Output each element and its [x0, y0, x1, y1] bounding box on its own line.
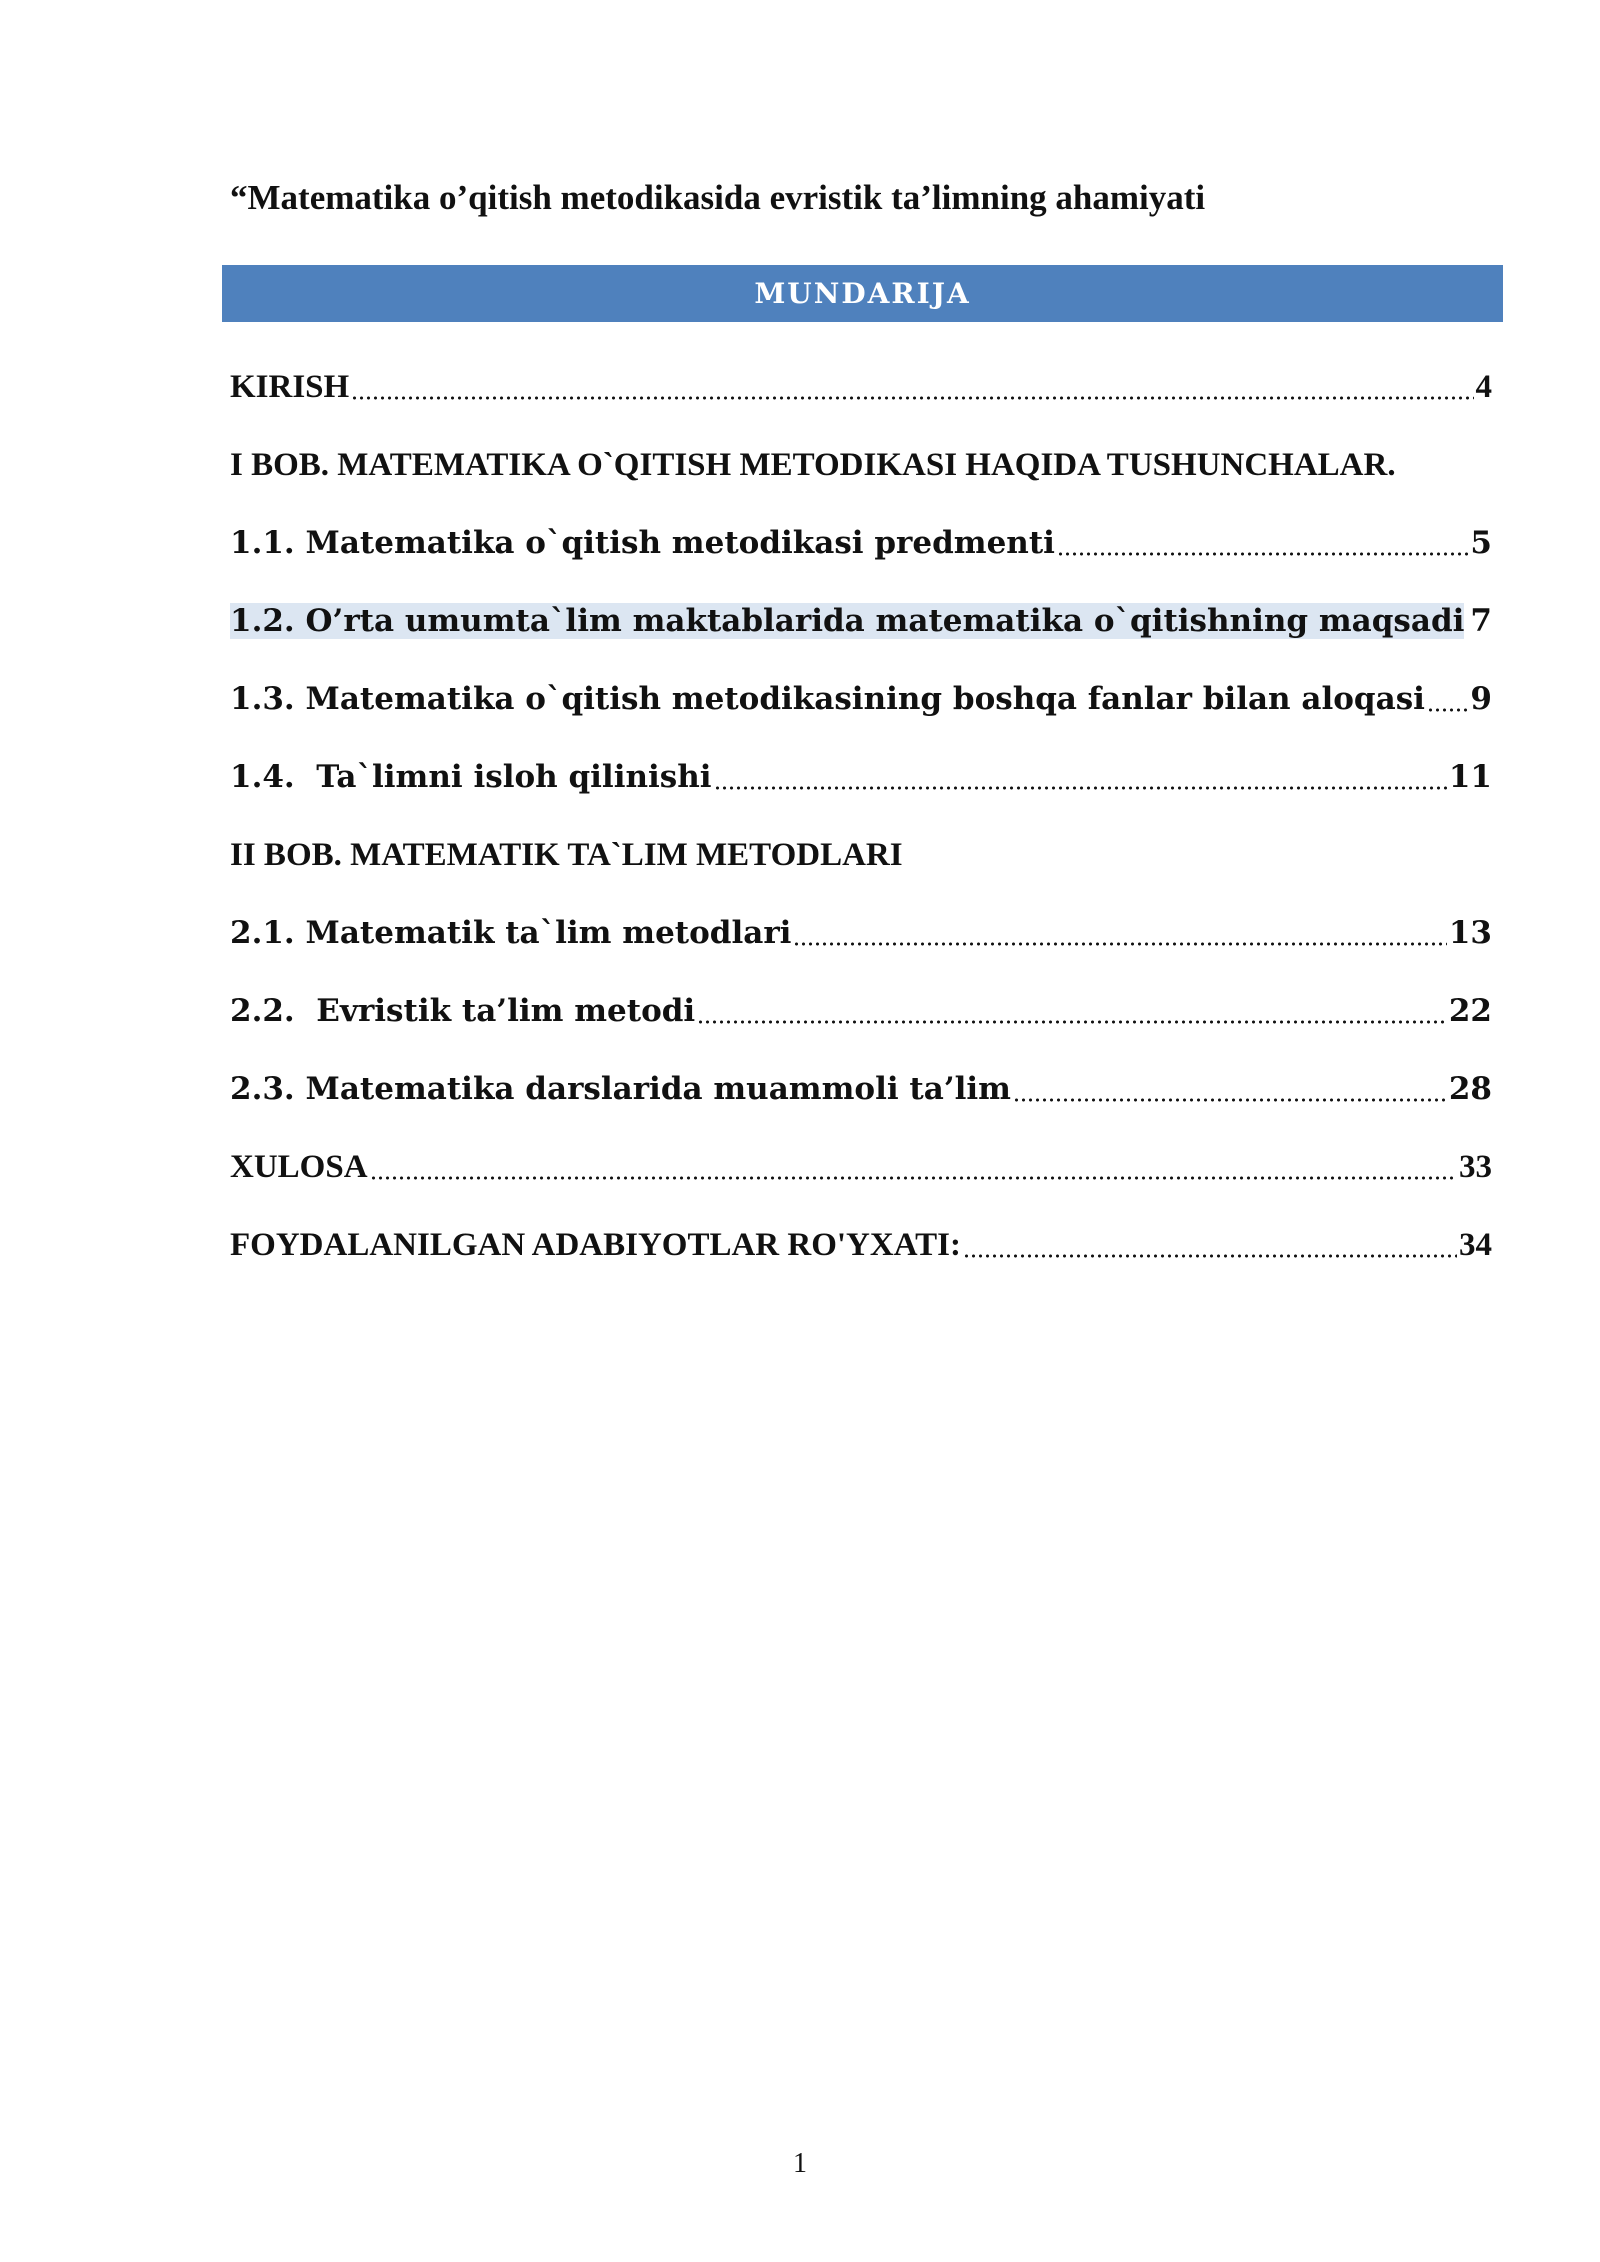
toc-entry-text: 1.3. Matematika o`qitish metodikasining boshqa fanlar bilan aloqasi — [230, 681, 1425, 717]
toc-dot-leader — [793, 941, 1446, 947]
toc-entry-xulosa[interactable] — [230, 1128, 1492, 1206]
toc-dot-leader — [370, 1175, 1457, 1181]
toc-dot-leader — [697, 1019, 1447, 1025]
toc-entry-1-1[interactable] — [230, 504, 1492, 582]
toc-entry-text: 1.1. Matematika o`qitish metodikasi predmenti — [230, 525, 1055, 561]
toc-entry-text-highlighted: 1.2. O’rta umumta`lim maktablarida matematika o`qitishning maqsadi — [230, 603, 1465, 639]
toc-dot-leader — [714, 785, 1447, 791]
toc-dot-leader — [1427, 707, 1468, 713]
toc-entry-page: 5 — [1470, 525, 1492, 561]
toc-chapter-2-heading[interactable] — [230, 816, 1492, 894]
toc-entry-page: 33 — [1459, 1148, 1492, 1185]
toc-chapter-1-heading[interactable] — [230, 426, 1492, 504]
toc-entry-page: 7 — [1470, 603, 1492, 639]
toc-heading: MUNDARIJA — [222, 265, 1503, 322]
toc-dot-leader — [1013, 1097, 1447, 1103]
toc-entry-text: KIRISH — [230, 368, 350, 405]
toc-entry-text: XULOSA — [230, 1148, 368, 1185]
toc-entry-2-2[interactable] — [230, 972, 1492, 1050]
toc-entry-text: 2.3. Matematika darslarida muammoli ta’lim — [230, 1071, 1011, 1107]
toc-entry-page: 13 — [1448, 915, 1492, 951]
toc-dot-leader — [351, 395, 1473, 401]
toc-entry-text: FOYDALANILGAN ADABIYOTLAR RO'YXATI: — [230, 1226, 961, 1263]
toc-entry-page: 22 — [1448, 993, 1492, 1029]
document-title: “Matematika o’qitish metodikasida evristik ta’limning ahamiyati — [230, 178, 1206, 217]
toc-entry-page: 4 — [1475, 368, 1492, 405]
toc-entry-2-1[interactable] — [230, 894, 1492, 972]
toc-entry-1-4[interactable] — [230, 738, 1492, 816]
toc-entry-page: 34 — [1459, 1226, 1492, 1263]
toc-entry-1-3[interactable] — [230, 660, 1492, 738]
toc-entry-adabiyotlar[interactable] — [230, 1206, 1492, 1284]
toc-entry-text: I BOB. MATEMATIKA O`QITISH METODIKASI HAQIDA TUSHUNCHALAR. — [230, 446, 1396, 483]
toc-entry-text: 2.2. Evristik ta’lim metodi — [230, 993, 696, 1029]
table-of-contents — [230, 348, 1492, 1284]
toc-entry-page: 28 — [1448, 1071, 1492, 1107]
toc-entry-text: 2.1. Matematik ta`lim metodlari — [230, 915, 792, 951]
toc-dot-leader — [1057, 551, 1468, 557]
toc-entry-2-3[interactable] — [230, 1050, 1492, 1128]
toc-entry-page: 11 — [1448, 759, 1492, 795]
toc-dot-leader — [1466, 629, 1468, 635]
page-number: 1 — [793, 2148, 807, 2179]
toc-entry-kirish[interactable] — [230, 348, 1492, 426]
toc-entry-1-2[interactable] — [230, 582, 1492, 660]
toc-entry-page: 9 — [1470, 681, 1492, 717]
toc-entry-text: II BOB. MATEMATIK TA`LIM METODLARI — [230, 836, 903, 873]
toc-entry-text: 1.4. Ta`limni isloh qilinishi — [230, 759, 712, 795]
toc-dot-leader — [963, 1253, 1457, 1259]
